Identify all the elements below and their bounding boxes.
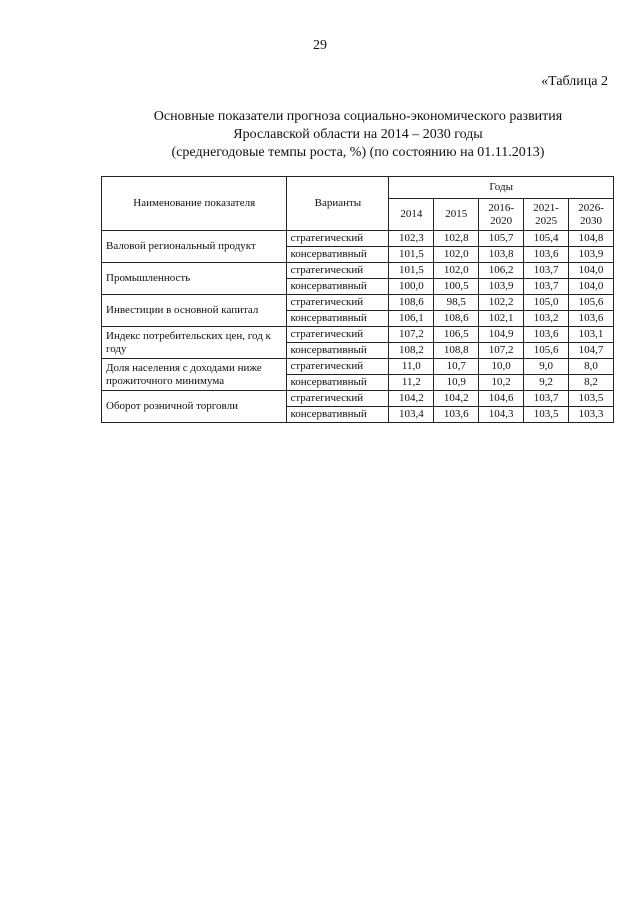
indicator-cell: Промышленность	[102, 263, 287, 295]
value-cell: 108,8	[434, 343, 479, 359]
value-cell: 98,5	[434, 295, 479, 311]
value-cell: 104,6	[479, 391, 524, 407]
header-indicator: Наименование показателя	[102, 177, 287, 231]
indicator-cell: Индекс потребительских цен, год к году	[102, 327, 287, 359]
value-cell: 103,2	[524, 311, 569, 327]
indicator-cell: Доля населения с доходами ниже прожиточного минимума	[102, 359, 287, 391]
table-row	[102, 391, 614, 407]
value-cell: 107,2	[479, 343, 524, 359]
header-years-group: Годы	[389, 177, 614, 199]
value-cell: 103,1	[569, 327, 614, 343]
value-cell: 103,8	[479, 247, 524, 263]
variant-cell: стратегический	[287, 391, 389, 407]
value-cell: 105,6	[524, 343, 569, 359]
variant-cell: консервативный	[287, 311, 389, 327]
variant-cell: консервативный	[287, 407, 389, 423]
value-cell: 102,3	[389, 231, 434, 247]
value-cell: 108,2	[389, 343, 434, 359]
variant-cell: стратегический	[287, 263, 389, 279]
table-caption: «Таблица 2	[541, 74, 608, 89]
value-cell: 102,1	[479, 311, 524, 327]
header-year: 2021- 2025	[524, 199, 569, 231]
value-cell: 100,5	[434, 279, 479, 295]
value-cell: 105,7	[479, 231, 524, 247]
indicator-cell: Оборот розничной торговли	[102, 391, 287, 423]
variant-cell: консервативный	[287, 343, 389, 359]
value-cell: 10,0	[479, 359, 524, 375]
header-year: 2015	[434, 199, 479, 231]
value-cell: 103,5	[524, 407, 569, 423]
value-cell: 10,9	[434, 375, 479, 391]
value-cell: 105,4	[524, 231, 569, 247]
value-cell: 104,2	[389, 391, 434, 407]
value-cell: 103,6	[569, 311, 614, 327]
value-cell: 108,6	[389, 295, 434, 311]
value-cell: 104,8	[569, 231, 614, 247]
value-cell: 104,0	[569, 279, 614, 295]
value-cell: 101,5	[389, 247, 434, 263]
table-row	[102, 231, 614, 247]
value-cell: 104,0	[569, 263, 614, 279]
value-cell: 104,9	[479, 327, 524, 343]
value-cell: 101,5	[389, 263, 434, 279]
value-cell: 103,9	[479, 279, 524, 295]
value-cell: 103,9	[569, 247, 614, 263]
value-cell: 103,7	[524, 263, 569, 279]
title-line-2: Ярославской области на 2014 – 2030 годы	[233, 127, 483, 142]
forecast-table	[101, 176, 614, 423]
title-line-3: (среднегодовые темпы роста, %) (по состоянию на 01.11.2013)	[171, 145, 545, 160]
value-cell: 104,2	[434, 391, 479, 407]
value-cell: 104,7	[569, 343, 614, 359]
title-line-1: Основные показатели прогноза социально-экономического развития	[153, 109, 563, 124]
value-cell: 107,2	[389, 327, 434, 343]
value-cell: 103,4	[389, 407, 434, 423]
page-number: 29	[313, 38, 327, 53]
value-cell: 103,6	[524, 327, 569, 343]
value-cell: 8,0	[569, 359, 614, 375]
table-row	[102, 327, 614, 343]
value-cell: 102,0	[434, 263, 479, 279]
value-cell: 106,2	[479, 263, 524, 279]
value-cell: 103,5	[569, 391, 614, 407]
variant-cell: стратегический	[287, 359, 389, 375]
header-variants: Варианты	[287, 177, 389, 231]
table-row	[102, 263, 614, 279]
variant-cell: консервативный	[287, 247, 389, 263]
value-cell: 100,0	[389, 279, 434, 295]
value-cell: 10,2	[479, 375, 524, 391]
value-cell: 9,2	[524, 375, 569, 391]
value-cell: 102,8	[434, 231, 479, 247]
value-cell: 108,6	[434, 311, 479, 327]
value-cell: 8,2	[569, 375, 614, 391]
value-cell: 103,3	[569, 407, 614, 423]
value-cell: 102,0	[434, 247, 479, 263]
value-cell: 9,0	[524, 359, 569, 375]
table-row	[102, 295, 614, 311]
variant-cell: стратегический	[287, 231, 389, 247]
table-row	[102, 359, 614, 375]
indicator-cell: Валовой региональный продукт	[102, 231, 287, 263]
value-cell: 103,7	[524, 391, 569, 407]
document-title	[0, 108, 640, 162]
value-cell: 104,3	[479, 407, 524, 423]
variant-cell: консервативный	[287, 279, 389, 295]
header-year: 2014	[389, 199, 434, 231]
variant-cell: стратегический	[287, 327, 389, 343]
value-cell: 105,6	[569, 295, 614, 311]
value-cell: 103,6	[434, 407, 479, 423]
value-cell: 103,6	[524, 247, 569, 263]
value-cell: 106,1	[389, 311, 434, 327]
value-cell: 105,0	[524, 295, 569, 311]
value-cell: 102,2	[479, 295, 524, 311]
value-cell: 103,7	[524, 279, 569, 295]
value-cell: 11,0	[389, 359, 434, 375]
header-year: 2016- 2020	[479, 199, 524, 231]
variant-cell: стратегический	[287, 295, 389, 311]
value-cell: 106,5	[434, 327, 479, 343]
header-year: 2026- 2030	[569, 199, 614, 231]
indicator-cell: Инвестиции в основной капитал	[102, 295, 287, 327]
variant-cell: консервативный	[287, 375, 389, 391]
value-cell: 10,7	[434, 359, 479, 375]
value-cell: 11,2	[389, 375, 434, 391]
